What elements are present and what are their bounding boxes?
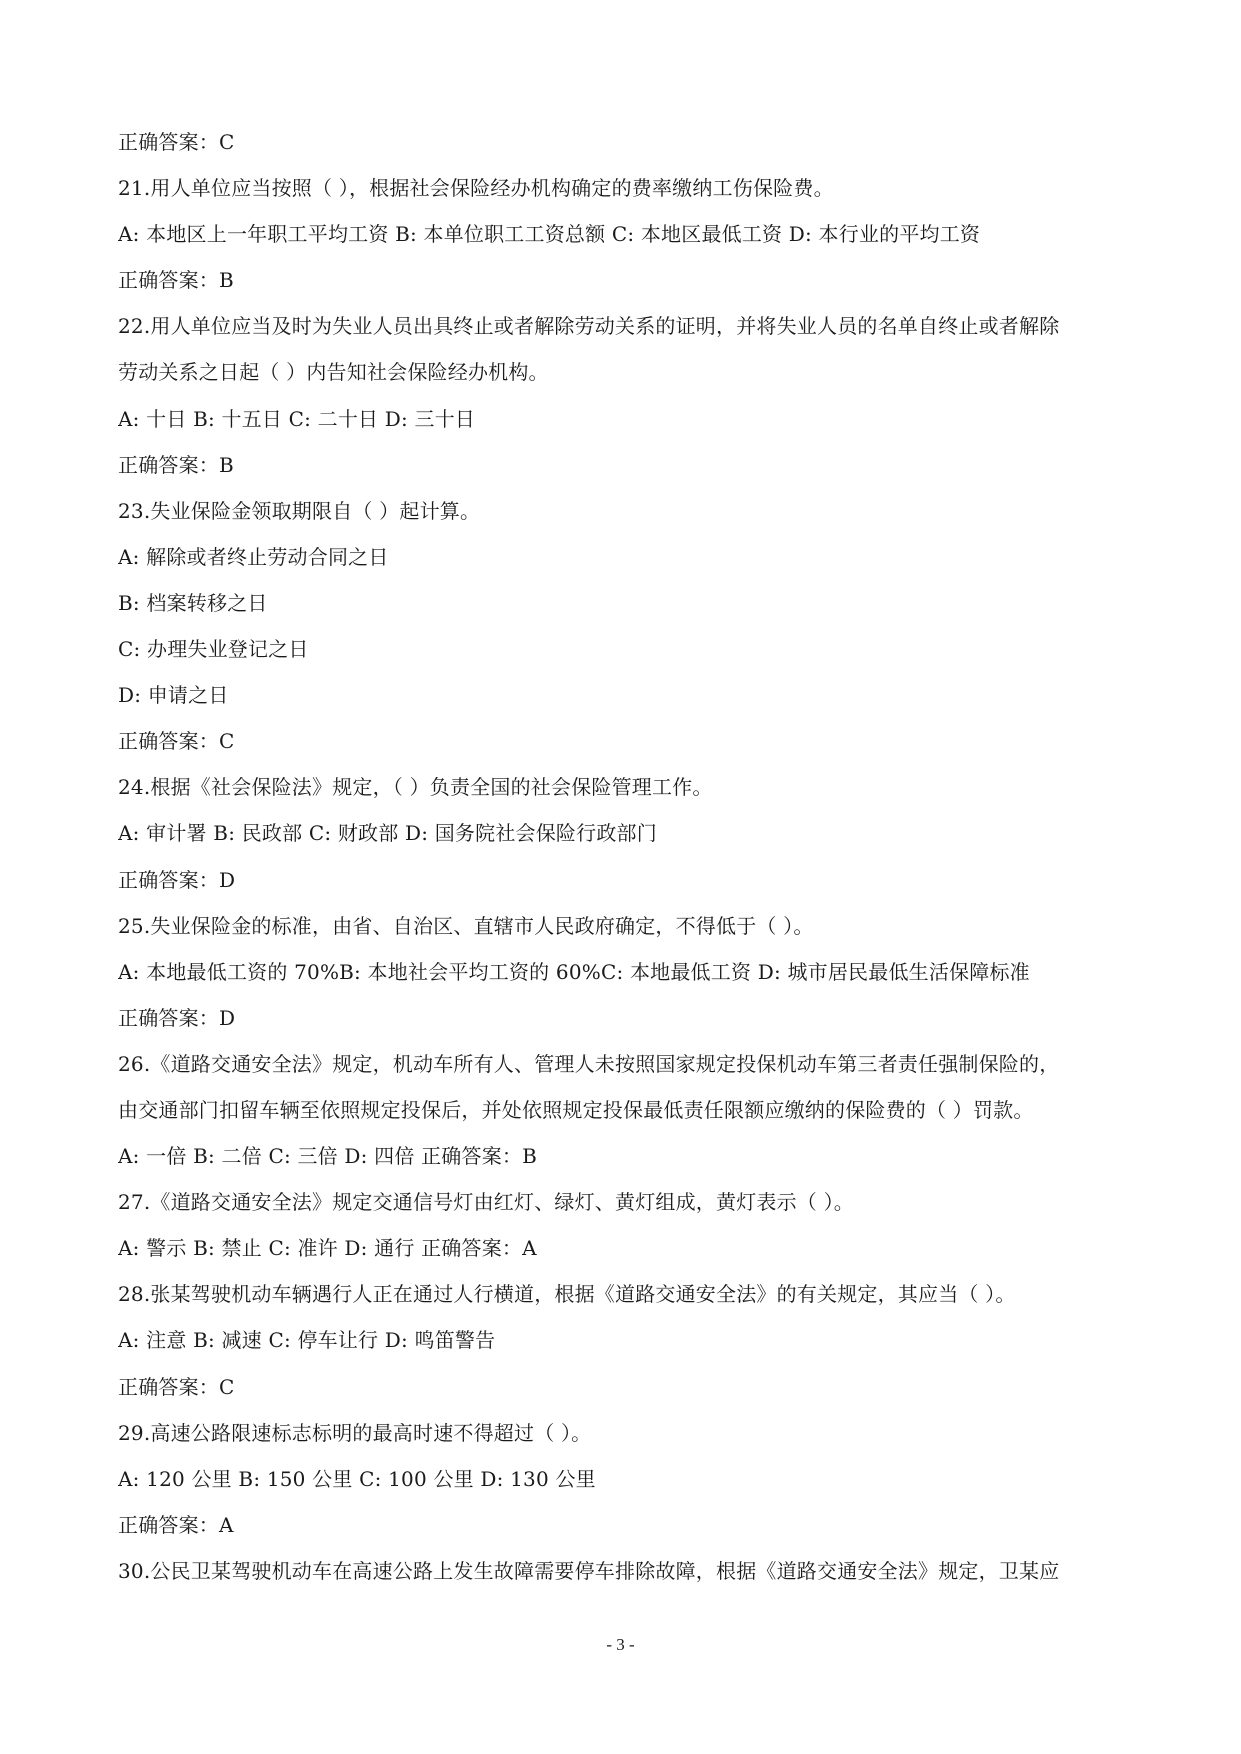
page-number: - 3 - [606,1635,635,1654]
option-23-b: B: 档案转移之日 [118,590,268,615]
question-25: 25.失业保险金的标准，由省、自治区、直辖市人民政府确定，不得低于（ ）。 [118,913,814,938]
option-23-d: D: 申请之日 [118,683,229,708]
document-body [118,128,1128,1603]
options-29: A: 120 公里 B: 150 公里 C: 100 公里 D: 130 公里 [118,1466,596,1491]
options-21: A: 本地区上一年职工平均工资 B: 本单位职工工资总额 C: 本地区最低工资 D: 本行业的平均工资 [118,222,981,247]
options-25: A: 本地最低工资的 70%B: 本地社会平均工资的 60%C: 本地最低工资 D: 城市居民最低生活保障标准 [118,959,1030,984]
options-28: A: 注意 B: 减速 C: 停车让行 D: 鸣笛警告 [118,1328,496,1353]
answer-21: 正确答案：B [118,268,234,293]
question-26-continued: 由交通部门扣留车辆至依照规定投保后，并处依照规定投保最低责任限额应缴纳的保险费的（ ）罚款。 [118,1097,1034,1122]
option-23-a: A: 解除或者终止劳动合同之日 [118,544,389,569]
question-22-continued: 劳动关系之日起（ ）内告知社会保险经办机构。 [118,360,549,385]
answer-28: 正确答案：C [118,1374,235,1399]
question-26: 26.《道路交通安全法》规定，机动车所有人、管理人未按照国家规定投保机动车第三者责任强制保险的， [118,1051,1060,1076]
options-answer-26: A: 一倍 B: 二倍 C: 三倍 D: 四倍 正确答案：B [118,1144,537,1169]
question-23: 23.失业保险金领取期限自（ ）起计算。 [118,498,481,523]
options-22: A: 十日 B: 十五日 C: 二十日 D: 三十日 [118,406,476,431]
answer-22: 正确答案：B [118,452,234,477]
options-answer-27: A: 警示 B: 禁止 C: 准许 D: 通行 正确答案：A [118,1236,537,1261]
question-21: 21.用人单位应当按照（ ），根据社会保险经办机构确定的费率缴纳工伤保险费。 [118,176,834,201]
options-24: A: 审计署 B: 民政部 C: 财政部 D: 国务院社会保险行政部门 [118,821,657,846]
question-22: 22.用人单位应当及时为失业人员出具终止或者解除劳动关系的证明，并将失业人员的名单自终止或者解除 [118,314,1060,339]
option-23-c: C: 办理失业登记之日 [118,637,309,662]
question-28: 28.张某驾驶机动车辆遇行人正在通过人行横道，根据《道路交通安全法》的有关规定，其应当（ ）。 [118,1282,1016,1307]
answer-23: 正确答案：C [118,729,235,754]
question-30: 30.公民卫某驾驶机动车在高速公路上发生故障需要停车排除故障，根据《道路交通安全法》规定，卫某应 [118,1558,1060,1583]
answer-29: 正确答案：A [118,1512,234,1537]
question-24: 24.根据《社会保险法》规定，（ ）负责全国的社会保险管理工作。 [118,775,713,800]
question-29: 29.高速公路限速标志标明的最高时速不得超过（ ）。 [118,1420,592,1445]
text-line: 正确答案：C [118,130,235,154]
question-27: 27.《道路交通安全法》规定交通信号灯由红灯、绿灯、黄灯组成，黄灯表示（ ）。 [118,1190,854,1215]
answer-25: 正确答案：D [118,1005,236,1030]
answer-24: 正确答案：D [118,867,236,892]
